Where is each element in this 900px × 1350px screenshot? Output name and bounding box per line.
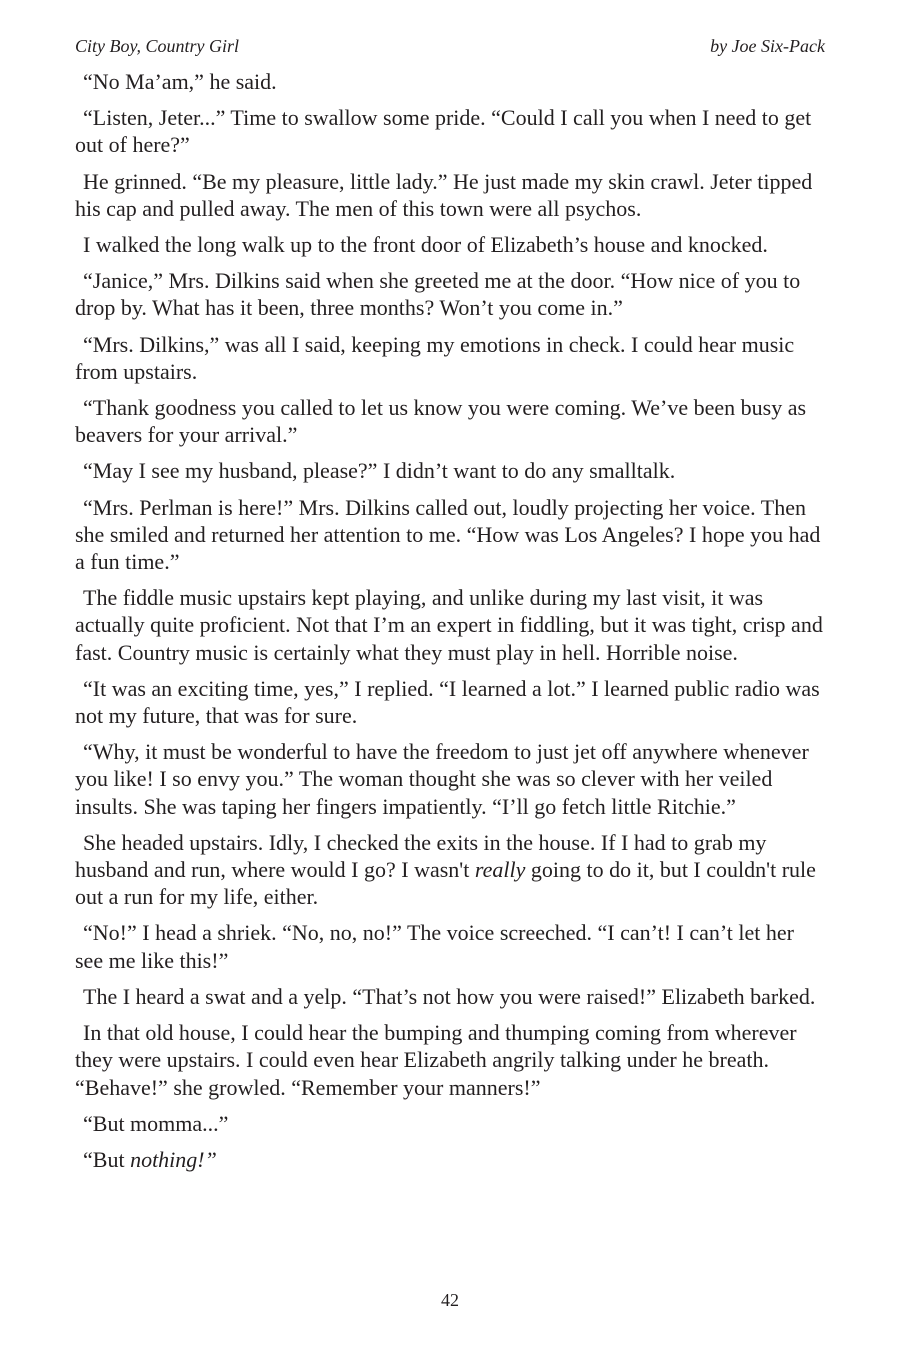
paragraph [75,829,827,911]
paragraph: The fiddle music upstairs kept playing, and unlike during my last visit, it was actually quite proficient. Not that I’m an expert in fiddling, but it was tight, crisp and fast. Country music is certainly what they must play in hell. Horrible noise. [75,585,823,665]
paragraph: “Thank goodness you called to let us know you were coming. We’ve been busy as beavers for your arrival.” [75,395,807,448]
paragraph: “May I see my husband, please?” I didn’t want to do any smalltalk. [83,458,676,484]
running-header [75,36,825,60]
paragraph: The I heard a swat and a yelp. “That’s not how you were raised!” Elizabeth barked. [83,983,816,1009]
page-number: 42 [441,1290,459,1310]
paragraph: I walked the long walk up to the front door of Elizabeth’s house and knocked. [83,232,768,258]
emphasized-text: really [474,857,526,883]
paragraph: “It was an exciting time, yes,” I replied. “I learned a lot.” I learned public radio was not my future, that was for sure. [75,675,820,729]
emphasized-text: nothing!” [130,1146,217,1172]
paragraph-text: “But [83,1146,131,1172]
body-text [75,68,827,1182]
paragraph-text: going to do it, but I couldn't rule out a run for my life, either. [75,857,816,910]
paragraph: He grinned. “Be my pleasure, little lady.” He just made my skin crawl. Jeter tipped his cap and pulled away. The men of this town were all psychos. [75,168,813,221]
paragraph: In that old house, I could hear the bumping and thumping coming from wherever they were upstairs. I could even hear Elizabeth angrily talking under he breath. “Behave!” she growled. “Remember your manners!” [75,1020,797,1100]
paragraph: “Mrs. Perlman is here!” Mrs. Dilkins called out, loudly projecting her voice. Then she smiled and returned her attention to me. “How was Los Angeles? I hope you had a fun time.” [75,494,821,575]
paragraph: “No Ma’am,” he said. [83,69,277,94]
paragraph-text: She headed upstairs. Idly, I checked the exits in the house. If I had to grab my husband and run, where would I go? I wasn't [75,829,767,883]
book-title: City Boy, Country Girl [75,36,239,56]
paragraph [75,1146,827,1173]
paragraph: “Why, it must be wonderful to have the freedom to just jet off anywhere whenever you like! I so envy you.” The woman thought she was so clever with her veiled insults. She was taping her fingers impatiently. “I’ll go fetch little Ritchie.” [75,739,809,819]
paragraph: “Janice,” Mrs. Dilkins said when she greeted me at the door. “How nice of you to drop by. What has it been, three months? Won’t you come in.” [75,268,801,321]
book-author: by Joe Six-Pack [710,36,825,56]
paragraph: “No!” I head a shriek. “No, no, no!” The voice screeched. “I can’t! I can’t let her see me like this!” [75,920,794,973]
paragraph: “Listen, Jeter...” Time to swallow some pride. “Could I call you when I need to get out of here?” [75,105,812,158]
paragraph: “Mrs. Dilkins,” was all I said, keeping my emotions in check. I could hear music from upstairs. [75,331,795,384]
paragraph: “But momma...” [83,1110,229,1136]
